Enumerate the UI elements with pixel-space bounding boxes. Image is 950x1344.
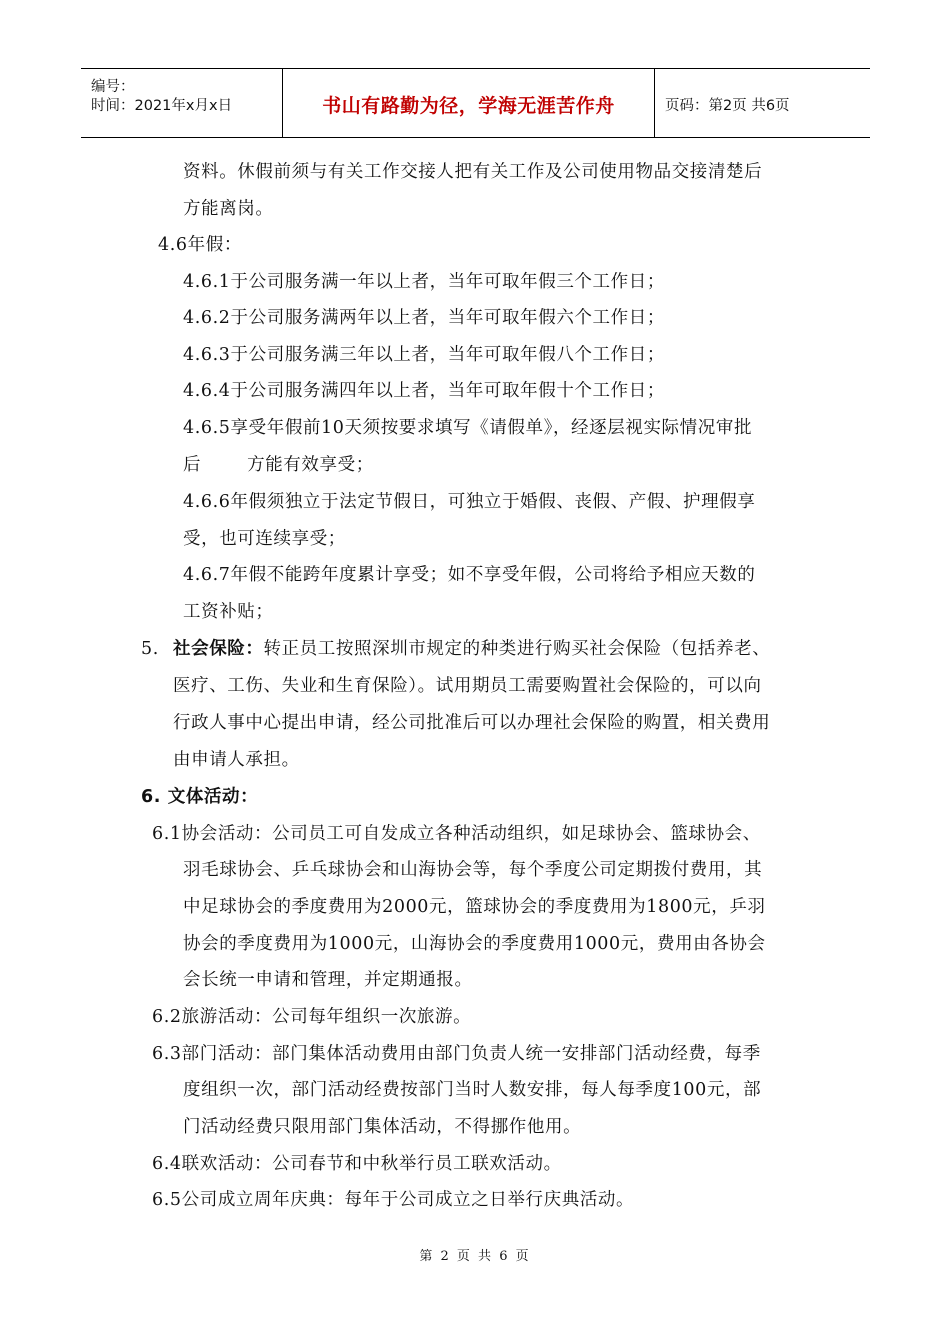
list-item-continuation: 协会的季度费用为1000元，山海协会的季度费用1000元，费用由各协会 <box>183 934 766 954</box>
section-6-heading: 6. 文体活动： <box>141 787 259 807</box>
header-motto: 书山有路勤为径，学海无涯苦作舟 <box>322 95 615 117</box>
header-page-number: 页码：第2页 共6页 <box>665 98 790 114</box>
list-item-continuation <box>183 453 374 477</box>
document-number-label: 编号： <box>91 79 135 95</box>
body-line: 资料。休假前须与有关工作交接人把有关工作及公司使用物品交接清楚后 <box>183 162 763 182</box>
page-header <box>81 68 870 138</box>
section-5-number: 5. <box>141 639 159 659</box>
list-item-continuation: 会长统一申请和管理，并定期通报。 <box>183 970 473 990</box>
page-footer: 第 2 页 共 6 页 <box>419 1249 531 1264</box>
list-item: 4.6.3于公司服务满三年以上者，当年可取年假八个工作日； <box>183 345 665 365</box>
section-5-line <box>173 637 770 661</box>
body-text: 后 <box>183 455 202 475</box>
list-item-continuation: 工资补贴； <box>183 602 274 622</box>
list-item: 4.6.1于公司服务满一年以上者，当年可取年假三个工作日； <box>183 272 665 292</box>
list-item-continuation: 度组织一次，部门活动经费按部门当时人数安排，每人每季度100元，部 <box>183 1080 762 1100</box>
list-item: 4.6.5享受年假前10天须按要求填写《请假单》，经逐层视实际情况审批 <box>183 418 753 438</box>
list-item: 6.2旅游活动：公司每年组织一次旅游。 <box>152 1007 472 1027</box>
body-text: 转正员工按照深圳市规定的种类进行购买社会保险（包括养老、 <box>263 639 771 659</box>
list-item: 6.3部门活动：部门集体活动费用由部门负责人统一安排部门活动经费，每季 <box>152 1044 761 1064</box>
list-item: 4.6.7年假不能跨年度累计享受；如不享受年假，公司将给予相应天数的 <box>183 565 756 585</box>
list-item-continuation: 中足球协会的季度费用为2000元，篮球协会的季度费用为1800元，乒羽 <box>183 897 766 917</box>
section-heading-4-6: 4.6年假： <box>158 235 242 255</box>
body-line: 行政人事中心提出申请，经公司批准后可以办理社会保险的购置，相关费用 <box>173 713 771 733</box>
list-item: 4.6.4于公司服务满四年以上者，当年可取年假十个工作日； <box>183 381 665 401</box>
list-item: 6.1协会活动：公司员工可自发成立各种活动组织，如足球协会、篮球协会、 <box>152 824 761 844</box>
body-text: 方能有效享受； <box>247 455 374 475</box>
section-5-heading: 社会保险： <box>173 639 264 659</box>
body-line: 由申请人承担。 <box>173 750 300 770</box>
list-item-continuation: 受，也可连续享受； <box>183 529 346 549</box>
list-item: 6.4联欢活动：公司春节和中秋举行员工联欢活动。 <box>152 1154 562 1174</box>
body-line: 医疗、工伤、失业和生育保险）。试用期员工需要购置社会保险的，可以向 <box>173 676 762 696</box>
header-divider <box>282 69 283 137</box>
list-item-continuation: 羽毛球协会、乒乓球协会和山海协会等，每个季度公司定期拨付费用，其 <box>183 860 763 880</box>
header-divider <box>654 69 655 137</box>
list-item-continuation: 门活动经费只限用部门集体活动，不得挪作他用。 <box>183 1117 582 1137</box>
list-item: 4.6.2于公司服务满两年以上者，当年可取年假六个工作日； <box>183 308 665 328</box>
body-line: 方能离岗。 <box>183 199 274 219</box>
document-date-label: 时间：2021年x月x日 <box>91 98 233 114</box>
list-item: 4.6.6年假须独立于法定节假日，可独立于婚假、丧假、产假、护理假享 <box>183 492 756 512</box>
list-item: 6.5公司成立周年庆典：每年于公司成立之日举行庆典活动。 <box>152 1190 635 1210</box>
